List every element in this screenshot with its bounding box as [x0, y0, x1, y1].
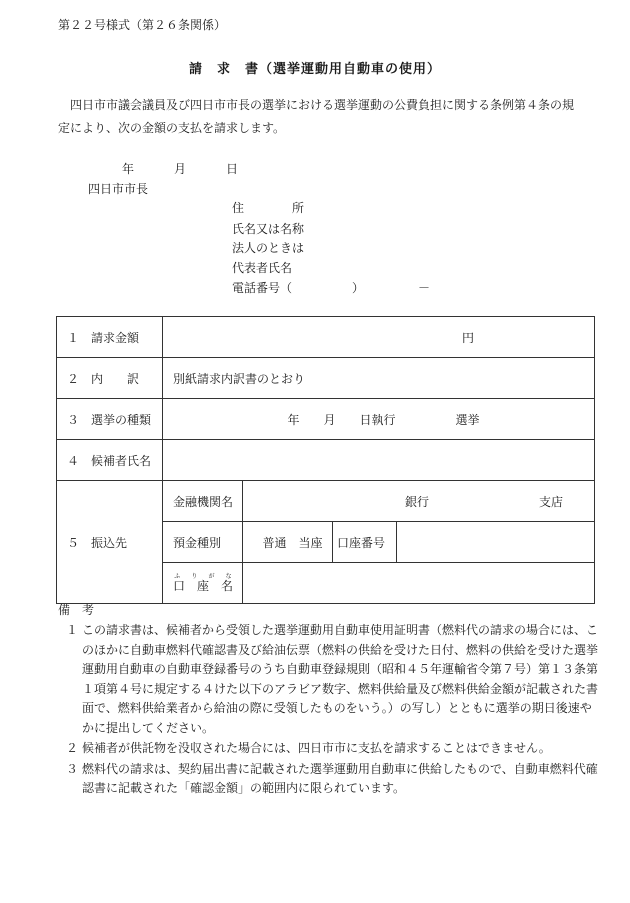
date-line	[122, 160, 238, 177]
applicant-name-label: 氏名又は名称	[232, 222, 305, 236]
row-election-type	[57, 399, 595, 440]
applicant-phone-label: 電話番号（ ） －	[232, 281, 431, 295]
candidate-label: ４ 候補者氏名	[57, 440, 163, 481]
note-3: ３ 燃料代の請求は、契約届出書に記載された選挙運動用自動車に供給したもので、自動車燃料代確認書に記載された「確認金額」の範囲内に限られています。	[66, 761, 598, 795]
row-claim-amount	[57, 317, 595, 358]
bank-suffix: 銀行	[405, 494, 430, 509]
deposit-label: 預金種別	[163, 522, 243, 563]
claim-amount-label: １ 請求金額	[57, 317, 163, 358]
account-number-value[interactable]	[397, 522, 595, 563]
date-month: 月	[174, 162, 187, 176]
election-suffix: 選挙	[455, 412, 480, 427]
form-number: 第２２号様式（第２６条関係）	[58, 18, 227, 32]
account-number-label: 口座番号	[333, 522, 397, 563]
branch-suffix: 支店	[539, 494, 564, 509]
claim-amount-value[interactable]	[163, 317, 595, 358]
transfer-label: ５ 振込先	[57, 481, 163, 604]
bank-value[interactable]	[243, 481, 595, 522]
deposit-type[interactable]: 普通 当座	[243, 522, 333, 563]
yen-unit: 円	[461, 330, 474, 345]
intro-text: 四日市市議会議員及び四日市市長の選挙における選挙運動の公費負担に関する条例第４条の規定により、次の金額の支払を請求します。	[58, 98, 575, 135]
date-year: 年	[122, 162, 135, 176]
applicant-rep-label: 代表者氏名	[232, 261, 293, 275]
notes-heading: 備 考	[58, 603, 95, 617]
document-title: 請 求 書（選挙運動用自動車の使用）	[188, 62, 441, 77]
date-day: 日	[226, 162, 239, 176]
candidate-value[interactable]	[163, 440, 595, 481]
addressee: 四日市市長	[88, 182, 149, 196]
breakdown-label: ２ 内 訳	[57, 358, 163, 399]
election-date: 年 月 日執行	[287, 412, 396, 427]
breakdown-value: 別紙請求内訳書のとおり	[163, 358, 595, 399]
note-1: １ この請求書は、候補者から受領した選挙運動用自動車使用証明書（燃料代の請求の場合には、このほかに自動車燃料代確認書及び給油伝票（燃料の供給を受けた日付、燃料の供給を受けた選挙運動用自動車の自動車登録番号のうち自動車登録規則（昭和４５年運輸省令第７号）第１３条第１項第４号に規定する４けた以下のアラビア数字、燃料供給量及び燃料供給金額が記載された書面で、燃料供給業者から給油の際に受領したものをいう。）の写し）とともに選挙の期日後速やかに提出してください。	[66, 623, 599, 735]
bank-label: 金融機関名	[163, 481, 243, 522]
account-holder-label: 口 座 名ふ り が な	[163, 563, 243, 604]
account-holder-value[interactable]	[243, 563, 595, 604]
applicant-address-label: 住 所	[232, 201, 305, 215]
row-bank	[57, 481, 595, 522]
row-candidate	[57, 440, 595, 481]
claim-table	[56, 316, 595, 604]
election-type-value[interactable]	[163, 399, 595, 440]
note-2: ２ 候補者が供託物を没収された場合には、四日市市に支払を請求することはできません。	[66, 741, 551, 755]
applicant-corp-label: 法人のときは	[232, 241, 305, 255]
row-breakdown	[57, 358, 595, 399]
notes	[58, 601, 598, 799]
election-type-label: ３ 選挙の種類	[57, 399, 163, 440]
